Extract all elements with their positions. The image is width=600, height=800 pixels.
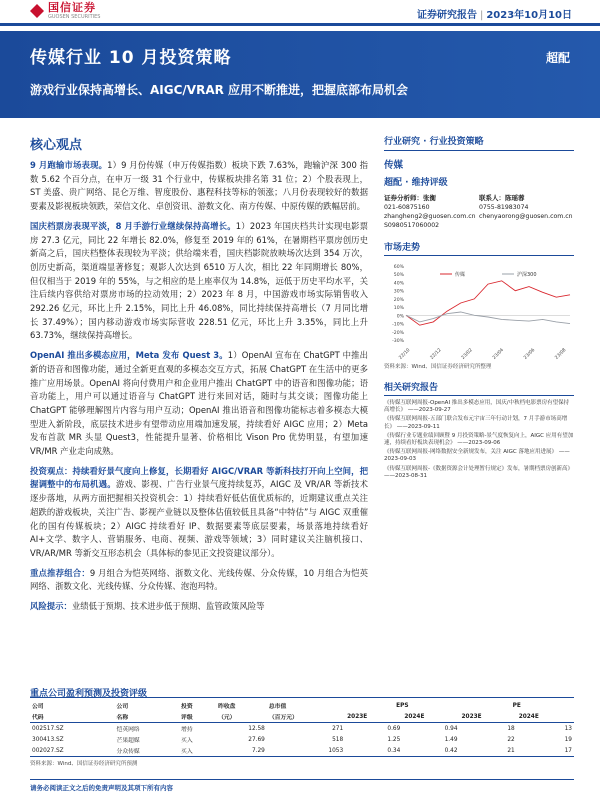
- related-report-link[interactable]: 《传媒互联网周报-五部门联合发布元宇宙三年行动计划，7 月手游市场高增长》 ——2023-09-11: [384, 416, 568, 430]
- analyst-1-email[interactable]: zhangheng2@guosen.com.cn: [384, 213, 476, 220]
- cell: 1.25: [387, 736, 401, 743]
- legend-label: 沪深300: [517, 272, 537, 278]
- paragraph-market: [30, 159, 368, 214]
- paragraph-lead: 风险提示：: [30, 601, 72, 612]
- paragraph-text: 1）2023 年国庆档共计实现电影票房 27.3 亿元，同比 22 年增长 82.0%，修复至 2019 年的 61%，在暑期档平票房创历史新高之后，国庆档整体表现较为平淡；供给端来看，国庆档影院放映场次达到 354 万次，创历史新高，渠道端显著修复；观影人次达到 6510 万人次，相比 22 年同期增长 80%，但仅相当于 2019 年的 55%，与之相应的是上座率仅为 14.8%，远低于历史平均水平，关注后续内容供给对票房市场的拉动效用；2）2023 年 8 月，中国游戏市场实际销售收入 292.26 亿元，环比上升 2.15%，同比上升 46.08%，同比持续保持高增长（7 月同比增长 37.49%）；国内移动游戏市场实际营收 228.51 亿元，环比上升 3.35%，同比上升 63.73%，继续保持高增长。: [30, 220, 368, 341]
- trend-chart-svg: [384, 260, 574, 360]
- col-header: 代码: [30, 711, 115, 723]
- y-tick-label: -10%: [392, 322, 404, 328]
- col-header: 2024E: [517, 711, 574, 723]
- guosen-logo: [30, 2, 100, 20]
- col-header: 投资: [181, 704, 193, 710]
- divider: [30, 697, 574, 698]
- col-header: 昨收盘: [218, 704, 236, 710]
- report-meta: 证券研究报告 | 2023年10月10日: [416, 10, 572, 21]
- col-header: 名称: [115, 711, 180, 723]
- cell: 分众传媒: [115, 745, 180, 757]
- analyst-1-phone: 021-60875160: [384, 204, 430, 211]
- analyst-1-cert: S0980517060002: [384, 222, 440, 229]
- table-header-row: [30, 700, 574, 711]
- y-tick-label: 0%: [396, 314, 404, 320]
- cell: 002517.SZ: [32, 725, 64, 732]
- cell: 0.34: [345, 745, 402, 757]
- cell: 518: [332, 736, 344, 743]
- industry-rating: 超配 · 维持评级: [384, 178, 448, 188]
- related-report-link[interactable]: 《传媒互联网周报-OpenAI 推出多模态应用，国庆/中秋档电影票房有望保持高增长》 ——2023-09-27: [384, 400, 570, 414]
- paragraph-openai: [30, 349, 368, 459]
- divider: [384, 150, 574, 151]
- y-tick-label: 30%: [393, 289, 404, 295]
- paragraph-lead: 投资观点：持续看好景气度向上修复，长期看好 AIGC/VRAR 等新科技打开向上空间，把握调整中的布局机遇。: [30, 465, 368, 490]
- cell: 买入: [181, 738, 193, 744]
- logo-cn-text: 国信证券: [48, 1, 96, 14]
- market-trend-chart: [384, 260, 574, 360]
- paragraph-boxoffice: [30, 220, 368, 343]
- report-subtitle: 游戏行业保持高增长、AIGC/VRAR 应用不断推进，把握底部布局机会: [30, 83, 409, 97]
- paragraph-portfolio: [30, 567, 368, 594]
- cell: 增持: [181, 727, 193, 733]
- paragraph-text: 游戏、影视、广告行业景气度持续复苏，AIGC 及 VR/AR 等新技术逐步落地，从两方面把握相关投资机会：1）持续看好低估值优质标的，近期建议重点关注超跌的游戏板块，关注广告、影视产业链以及整体估值较低且具备“中特估”与 AIGC 双重催化的国有传媒板块；2）AIGC 持续看好 IP、数据要素等底层要素，场景落地持续看好 AI+文学、数字人、营销服务、电商、视频、游戏等领域；3）同时建议关注脑机接口、VR/AR/MR 等新交互形态机会（具体标的参见正文投资建议部分）。: [30, 479, 369, 558]
- analyst-2-label: 联系人：陈瑶蓉: [479, 194, 525, 202]
- cell: 271: [332, 725, 344, 732]
- cell: 18: [507, 725, 515, 732]
- related-reports-list: [384, 400, 574, 480]
- analyst-2-phone: 0755-81983074: [479, 204, 529, 211]
- table-row: [30, 734, 574, 745]
- paragraph-risk: [30, 600, 368, 614]
- core-view-section: [30, 134, 368, 620]
- cell: 恺英网络: [116, 727, 140, 733]
- cell: 27.69: [248, 736, 265, 743]
- cell: 17: [517, 745, 574, 757]
- y-tick-label: -20%: [392, 330, 404, 336]
- cell: 12.58: [248, 725, 265, 732]
- rating-badge: 超配: [545, 51, 570, 65]
- page-header: [0, 0, 600, 26]
- industry-name: 传媒: [384, 160, 404, 171]
- col-header-eps: EPS: [396, 702, 409, 709]
- x-tick-label: 22/12: [429, 347, 443, 360]
- table-source: 资料来源：Wind、国信证券经济研究所预测: [30, 761, 138, 767]
- paragraph-investment: [30, 465, 368, 561]
- report-category: 行业研究 · 行业投资策略: [384, 137, 484, 147]
- y-tick-label: 20%: [393, 297, 404, 303]
- table-header-row: [30, 711, 574, 723]
- report-type: 证券研究报告: [416, 10, 477, 21]
- analyst-2: [479, 194, 574, 230]
- paragraph-text: 9 月组合为恺英网络、浙数文化、光线传媒、分众传媒，10 月组合为恺英网络、浙数文化、光线传媒、分众传媒、泡泡玛特。: [30, 567, 369, 592]
- analyst-1: [384, 194, 479, 230]
- core-view-heading: 核心观点: [30, 138, 83, 153]
- y-tick-label: 10%: [393, 306, 404, 312]
- cell: 0.69: [387, 725, 401, 732]
- cell: 22: [507, 736, 515, 743]
- col-header: 2024E: [402, 711, 459, 723]
- x-tick-label: 22/10: [398, 347, 412, 360]
- cell: 买入: [179, 745, 216, 757]
- x-tick-label: 23/08: [554, 347, 568, 360]
- analyst-1-label: 证券分析师：张衡: [384, 194, 436, 202]
- paragraph-lead: OpenAI 推出多模态应用，Meta 发布 Quest 3。: [30, 350, 228, 361]
- x-tick-label: 23/04: [492, 347, 506, 360]
- report-date: 2023年10月10日: [486, 10, 572, 21]
- cell: 0.94: [444, 725, 458, 732]
- related-report-link[interactable]: 《传媒互联网周报-网络数据安全新规发布，关注 AIGC 落地应用进展》 ——2023-09-03: [384, 449, 570, 463]
- report-title: 传媒行业 10 月投资策略: [30, 48, 232, 68]
- x-tick-label: 23/06: [523, 347, 537, 360]
- cell: 21: [460, 745, 517, 757]
- title-banner: [0, 31, 600, 118]
- col-header: 2023E: [345, 711, 402, 723]
- sidebar: [384, 134, 574, 482]
- cell: 13: [564, 725, 572, 732]
- col-header-pe: PE: [512, 702, 521, 709]
- table-row: [30, 723, 574, 735]
- logo-en-text: GUOSEN SECURITIES: [48, 14, 101, 20]
- cell: 0.42: [402, 745, 459, 757]
- cell: 1053: [267, 745, 345, 757]
- related-report-link[interactable]: 《传媒行业专题业绩回顾暨 9 月投资策略-景气度恢复向上，AIGC 应用有望加速，持续看好板块表现机会》 ——2023-09-06: [384, 432, 574, 447]
- y-tick-label: 60%: [393, 265, 404, 270]
- related-reports-heading: 相关研究报告: [384, 380, 574, 396]
- earnings-table: [30, 700, 574, 757]
- paragraph-lead: 国庆档票房表现平淡，8 月手游行业继续保持高增长。: [30, 220, 236, 231]
- paragraph-lead: 重点推荐组合：: [30, 567, 90, 578]
- y-tick-label: 40%: [393, 281, 404, 287]
- earnings-table-title: 重点公司盈利预测及投资评级: [30, 689, 148, 699]
- col-header: 公司: [32, 704, 44, 710]
- related-report-link[interactable]: 《传媒互联网周报-《数据资源会计处理暂行规定》发布，暑期档票房创新高》 ——2023-08-31: [384, 465, 573, 479]
- analyst-info: [384, 194, 574, 230]
- paragraph-text: 1）OpenAI 宣布在 ChatGPT 中推出新的语音和图像功能，通过全新更直观的多模态交互方式，拓展 ChatGPT 在生活中的更多推广应用场景。OpenAI 将向付费用户和企业用户推出 ChatGPT 中的语音和图像功能；语音功能上，用户可以通过语音与 ChatGPT 进行来回对话，随时与其交谈；图像功能上 ChatGPT 能够理解图片内容与用户互动；OpenAI 推出语音和图像功能标志着多模态大模型进入新阶段，底层技术进步有望带动应用端加速发展，持续看好 AIGC 应用；2）Meta 发布首款 MR 头显 Quest3，性能提升显著、价格相比 Vison Pro 优势明显，有望加速 VR/MR 产业走向成熟。: [30, 350, 368, 457]
- paragraph-text: 业绩低于预期、技术进步低于预期、监管政策风险等: [71, 601, 265, 612]
- diamond-logo-icon: [30, 4, 44, 18]
- col-header: 2023E: [460, 711, 517, 723]
- x-tick-label: 23/02: [460, 347, 474, 360]
- col-header: 公司: [116, 704, 129, 710]
- series-line-hs300: [406, 312, 570, 324]
- cell: 7.29: [216, 745, 267, 757]
- y-tick-label: 50%: [393, 273, 404, 279]
- analyst-2-email[interactable]: chenyaorong@guosen.com.cn: [479, 213, 573, 220]
- cell: 300413.SZ: [32, 736, 64, 743]
- cell: 芒果超媒: [116, 738, 140, 744]
- disclaimer-footer: 请务必阅读正文之后的免责声明及其项下所有内容: [30, 779, 574, 792]
- paragraph-lead: 9 月跑输市场表现。: [30, 160, 108, 170]
- paragraph-text: 1）9 月份传媒（申万传媒指数）板块下跌 7.63%，跑输沪深 300 指数 5.62 个百分点，在申万一级 31 个行业中，传媒板块排名第 31 位；2）个股表现上，ST 美盛、贵广网络、昆仑万维、智度股份、惠程科技等标的领涨；八月份表现较好的数据要素及影视板块领跌，荣信文化、卓创资讯、游数文化、南方传媒、中原传媒的跌幅居前。: [30, 160, 368, 212]
- col-header: 总市值: [268, 704, 287, 710]
- table-row: [30, 745, 574, 757]
- market-trend-heading: 市场走势: [384, 240, 574, 256]
- col-header: （百万元）: [267, 711, 345, 723]
- col-header: 评级: [179, 711, 216, 723]
- series-line-media: [406, 281, 570, 325]
- chart-source: 资料来源：Wind、国信证券经济研究所整理: [384, 364, 492, 370]
- cell: 1.49: [444, 736, 458, 743]
- cell: 002027.SZ: [30, 745, 115, 757]
- col-header: （元）: [216, 711, 267, 723]
- legend-label: 传媒: [455, 272, 466, 278]
- y-tick-label: -30%: [392, 339, 404, 344]
- cell: 19: [564, 736, 572, 743]
